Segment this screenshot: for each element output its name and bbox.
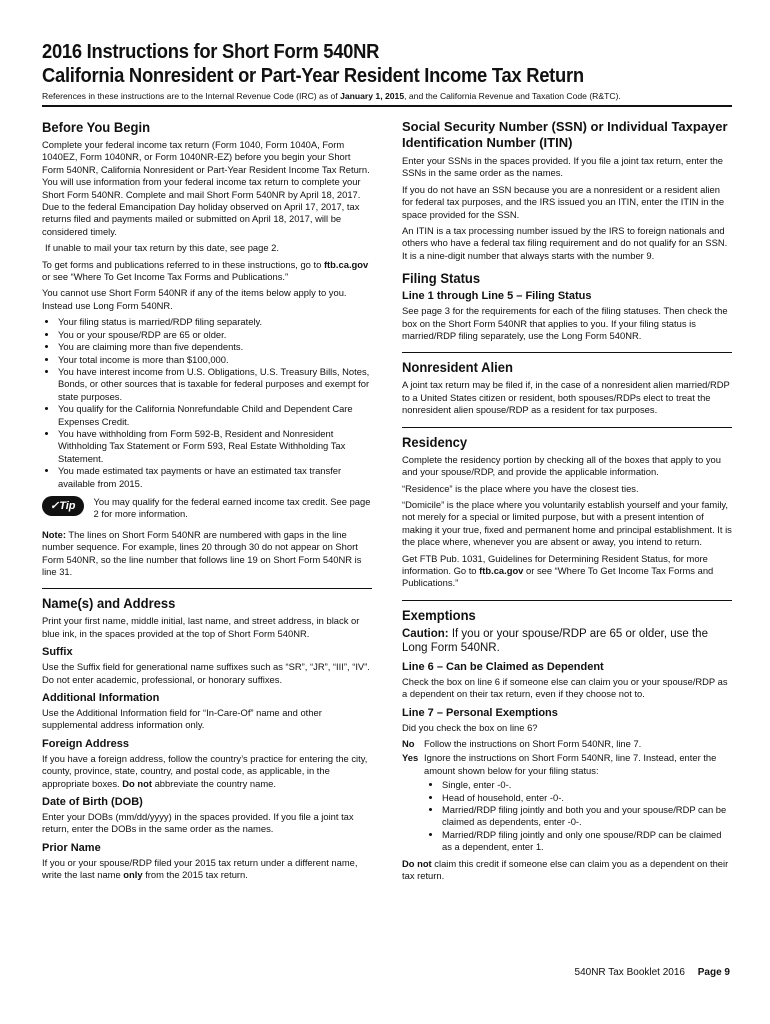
heading-filing-lines: Line 1 through Line 5 – Filing Status <box>402 290 592 303</box>
refs-date: January 1, 2015 <box>340 91 405 101</box>
columns <box>42 119 732 886</box>
res-p4-post: or see “Where To Get Income Tax Forms and Publications.” <box>402 564 714 589</box>
tip-text: You may qualify for the federal earned income tax credit. See page 2 for more information. <box>93 495 371 520</box>
heading-ssn-itin: Social Security Number (SSN) or Individual Taxpayer Identification Number (ITIN) <box>402 119 728 150</box>
before-paragraph-4: You cannot use Short Form 540NR if any of the items below apply to you. Instead use Long Form 540NR. <box>42 287 347 311</box>
references-note <box>42 91 732 101</box>
section-divider <box>402 600 732 601</box>
residency-paragraph-4 <box>402 553 732 590</box>
foreign-bold: Do not <box>122 777 152 789</box>
list-item: • You have withholding from Form 592-B, Resident and Nonresident Withholding Tax Statement or Form 593, Real Estate Withholding Tax Statement. <box>58 428 372 465</box>
section-divider <box>402 427 732 428</box>
prior-bold: only <box>123 869 143 881</box>
note-paragraph <box>42 529 372 579</box>
ftb-link[interactable]: ftb.ca.gov <box>479 564 524 576</box>
heading-dob: Date of Birth (DOB) <box>42 796 143 809</box>
line-6-paragraph: Check the box on line 6 if someone else can claim you or your spouse/RDP as a dependent on their tax return, even if they choose not to. <box>402 675 728 700</box>
before-p3-post: or see “Where To Get Income Tax Forms and Publications.” <box>42 271 289 283</box>
nonresident-paragraph: A joint tax return may be filed if, in the case of a nonresident alien married/RDP to a United States citizen or resident, both spouses/RDPs elect to treat the nonresident alien spouse/RDP as a resident for tax purposes. <box>402 379 730 416</box>
refs-pre: References in these instructions are to the Internal Revenue Code (IRC) as of <box>42 91 338 101</box>
refs-post: , and the California Revenue and Taxation Code (R&TC). <box>404 91 621 101</box>
prior-name-paragraph <box>42 857 372 882</box>
footer-page-number: Page 9 <box>697 967 730 978</box>
yes-label: Yes <box>402 752 419 764</box>
caution-label: Caution: <box>402 627 449 640</box>
list-item: • You have interest income from U.S. Obligations, U.S. Treasury Bills, Notes, Bonds, or other sources that is taxable for federal purposes and exempt for state purposes. <box>58 366 372 403</box>
heading-filing-status: Filing Status <box>402 270 481 287</box>
yes-list <box>402 779 732 853</box>
names-paragraph: Print your first name, middle initial, last name, and street address, in black or blue ink, in the spaces provided at the top of Short Form 540NR. <box>42 615 360 639</box>
ineligibility-list <box>42 316 372 490</box>
note-label: Note: <box>42 528 66 540</box>
foreign-post: abbreviate the country name. <box>154 777 276 789</box>
footer-booklet: 540NR Tax Booklet 2016 <box>574 967 685 978</box>
filing-paragraph: See page 3 for the requirements for each of the filing statuses. Then check the box on the Short Form 540NR that applies to you. If your filing status is married/RDP filing separately, use the Long Form 540NR. <box>402 305 728 342</box>
residency-paragraph-3: “Domicile” is the place where you voluntarily establish yourself and your family, not merely for a special or limited purpose, but with a present intention of making it your true, fixed and permanent home and principal establishment. It is the place where, whenever you are absent or away, you intend to return. <box>402 498 732 548</box>
before-p3-pre: To get forms and publications referred to in these instructions, go to <box>42 258 322 270</box>
dob-paragraph: Enter your DOBs (mm/dd/yyyy) in the spaces provided. If you file a joint tax return, enter the DOBs in the same order as the names. <box>42 811 354 835</box>
no-label: No <box>402 737 415 749</box>
list-item: • Single, enter -0-. <box>442 779 732 791</box>
no-text: Follow the instructions on Short Form 540NR, line 7. <box>424 737 642 749</box>
list-item: • You qualify for the California Nonrefundable Child and Dependent Care Expenses Credit. <box>58 403 372 428</box>
yes-answer <box>402 752 732 777</box>
additional-info-paragraph: Use the Additional Information field for “In-Care-Of” name and other supplemental address information only. <box>42 707 322 731</box>
suffix-paragraph: Use the Suffix field for generational name suffixes such as “SR”, “JR”, “III”, “IV”. Do not enter academic, professional, or honorary suffixes. <box>42 661 370 685</box>
ssn-paragraph-2: If you do not have an SSN because you are a nonresident or a resident alien for federal tax purposes, and the IRS issued you an ITIN, enter the ITIN in the space provided for the SSN. <box>402 183 725 220</box>
caution-text: If you or your spouse/RDP are 65 or older, use the Long Form 540NR. <box>402 627 708 654</box>
tip-box <box>42 496 372 521</box>
tip-check-icon: ✓Tip <box>42 496 84 516</box>
list-item: • Married/RDP filing jointly and only one spouse/RDP can be claimed as a dependent, enter 1. <box>442 829 732 854</box>
heading-line-7: Line 7 – Personal Exemptions <box>402 706 558 719</box>
list-item: • Your total income is more than $100,000. <box>58 354 372 366</box>
heading-nonresident-alien: Nonresident Alien <box>402 359 513 376</box>
list-item: • You are claiming more than five dependents. <box>58 341 372 353</box>
section-divider <box>42 588 372 589</box>
residency-paragraph-1: Complete the residency portion by checking all of the boxes that apply to you and your spouse/RDP, and provide the applicable information. <box>402 453 721 478</box>
no-answer <box>402 738 732 750</box>
heading-additional-info: Additional Information <box>42 692 160 705</box>
heading-line-6: Line 6 – Can be Claimed as Dependent <box>402 660 604 673</box>
line-7-question: Did you check the box on line 6? <box>402 721 538 733</box>
before-paragraph-2: If unable to mail your tax return by this date, see page 2. <box>45 242 279 254</box>
prior-post: from the 2015 tax return. <box>145 869 248 881</box>
list-item: • Married/RDP filing jointly and both you and your spouse/RDP can be claimed as dependents, enter -0-. <box>442 804 732 829</box>
title-line-1: 2016 Instructions for Short Form 540NR <box>42 41 380 63</box>
right-column <box>402 119 732 886</box>
before-paragraph-3 <box>42 259 372 284</box>
heading-exemptions: Exemptions <box>402 606 476 623</box>
ssn-paragraph-3: An ITIN is a tax processing number issued by the IRS to foreign nationals and others who have a federal tax filing requirement and do not qualify for an SSN. It is a nine-digit number that always starts with the number 9. <box>402 225 728 261</box>
heading-foreign-address: Foreign Address <box>42 737 129 750</box>
list-item: • Head of household, enter -0-. <box>442 792 732 804</box>
caution-paragraph <box>402 627 732 655</box>
foreign-pre: If you have a foreign address, follow the country’s practice for entering the city, county, province, state, country, and postal code, as applicable, in the appropriate boxes. <box>42 752 368 789</box>
foreign-address-paragraph <box>42 753 372 790</box>
heading-prior-name: Prior Name <box>42 841 101 854</box>
section-divider <box>402 352 732 353</box>
heading-residency: Residency <box>402 433 468 450</box>
do-not-label: Do not <box>402 857 432 869</box>
left-column <box>42 119 372 886</box>
page <box>42 40 732 886</box>
note-text: The lines on Short Form 540NR are numbered with gaps in the line number sequence. For example, lines 20 through 30 do not appear on Short Form 540NR, so the line number that follows line 19 on Short Form 540NR is line 31. <box>42 528 362 577</box>
heading-before-you-begin: Before You Begin <box>42 119 151 135</box>
ssn-paragraph-1: Enter your SSNs in the spaces provided. If you file a joint tax return, enter the SSNs in the same order as the names. <box>402 155 724 179</box>
res-p4-pre: Get FTB Pub. 1031, Guidelines for Determining Resident Status, for more information. Go to <box>402 552 708 576</box>
before-paragraph-1: Complete your federal income tax return (Form 1040, Form 1040A, Form 1040EZ, Form 1040NR, or Form 1040NR-EZ) before you begin your Short Form 540NR, California Nonresident or Part-Year Resident Income Tax Return. You will use information from your federal income tax return to complete your Short Form 540NR. Complete and mail Short Form 540NR by April 18, 2017. Due to the federal Emancipation Day holiday observed on April 17, 2017, tax returns filed and payments mailed or submitted on April 18, 2017, will be considered timely. <box>42 139 370 237</box>
title-line-2: California Nonresident or Part-Year Resident Income Tax Return <box>42 65 584 87</box>
page-title <box>42 40 677 88</box>
do-not-text: claim this credit if someone else can claim you as a dependent on their tax return. <box>402 857 729 882</box>
list-item: • You made estimated tax payments or have an estimated tax transfer available from 2015. <box>58 465 372 490</box>
yes-text: Ignore the instructions on Short Form 540NR, line 7. Instead, enter the amount shown below for your filing status: <box>424 752 717 776</box>
heading-suffix: Suffix <box>42 646 73 659</box>
do-not-paragraph <box>402 858 732 883</box>
page-footer <box>575 967 730 978</box>
residency-paragraph-2: “Residence” is the place where you have the closest ties. <box>402 482 639 494</box>
heading-names-address: Name(s) and Address <box>42 595 176 612</box>
ftb-link[interactable]: ftb.ca.gov <box>323 258 369 270</box>
list-item: • Your filing status is married/RDP filing separately. <box>58 316 372 328</box>
list-item: • You or your spouse/RDP are 65 or older. <box>58 329 372 341</box>
prior-pre: If you or your spouse/RDP filed your 2015 tax return under a different name, write the last name <box>42 856 358 881</box>
header-rule <box>42 105 732 107</box>
